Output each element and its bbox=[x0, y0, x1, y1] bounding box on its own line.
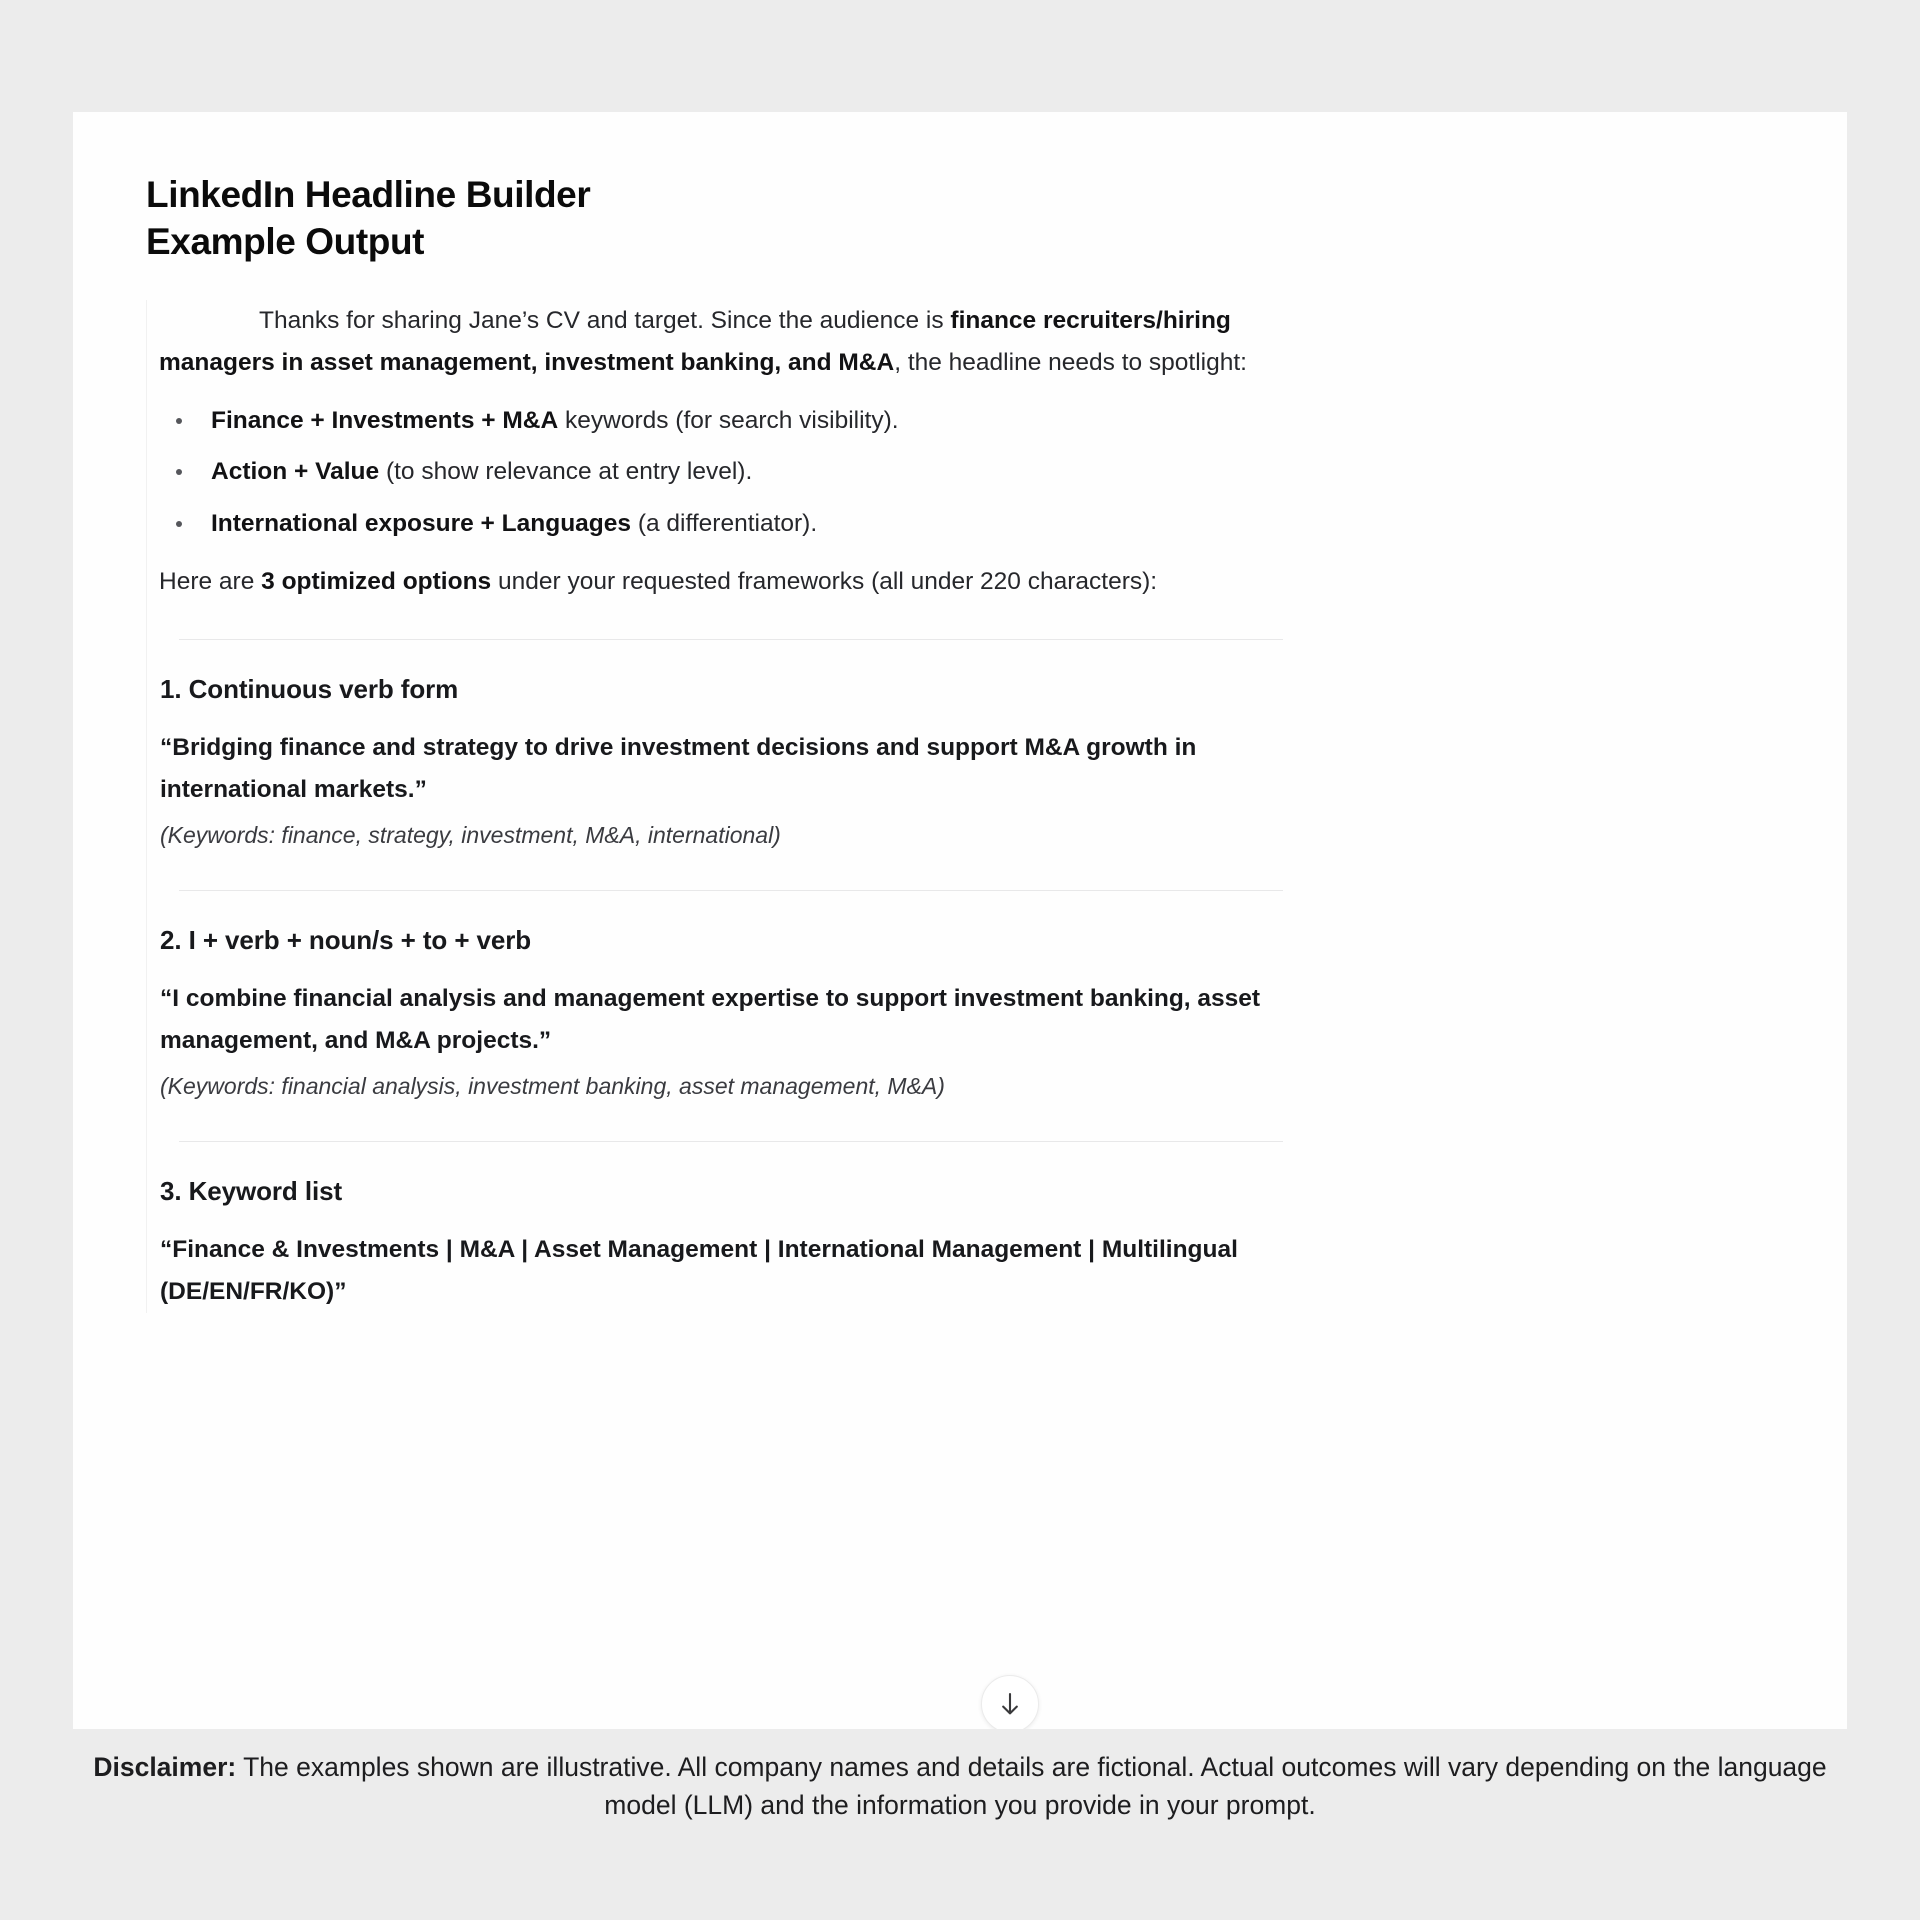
summary-text-part-2: under your requested frameworks (all under 220 characters): bbox=[491, 567, 1158, 595]
section-divider bbox=[179, 890, 1283, 891]
bullet-rest-1: (to show relevance at entry level). bbox=[379, 458, 753, 486]
option-quote-2: “I combine financial analysis and management expertise to support investment banking, asset management, and M&A projects.” bbox=[160, 984, 1261, 1054]
spotlight-bullet-list bbox=[159, 400, 1341, 544]
intro-text-part-2: , the headline needs to spotlight: bbox=[894, 349, 1247, 377]
chat-output-transcript bbox=[146, 300, 1341, 1315]
scroll-to-bottom-button[interactable] bbox=[981, 1675, 1039, 1729]
list-item bbox=[159, 400, 1341, 442]
summary-text-part-1: Here are bbox=[159, 567, 262, 595]
option-section-1 bbox=[159, 674, 1341, 854]
page-title bbox=[146, 172, 590, 266]
summary-paragraph bbox=[159, 561, 1341, 603]
section-divider bbox=[179, 1141, 1283, 1142]
list-item bbox=[159, 451, 1341, 493]
intro-paragraph bbox=[159, 300, 1341, 384]
option-heading-2: 2. I + verb + noun/s + to + verb bbox=[160, 924, 532, 955]
list-item bbox=[159, 503, 1341, 545]
bullet-bold-0: Finance + Investments + M&A bbox=[211, 407, 559, 435]
arrow-down-icon bbox=[997, 1690, 1023, 1718]
bullet-bold-1: Action + Value bbox=[211, 458, 380, 486]
section-divider bbox=[179, 639, 1283, 640]
option-section-3 bbox=[159, 1176, 1341, 1313]
option-section-2 bbox=[159, 925, 1341, 1105]
bullet-rest-2: (a differentiator). bbox=[631, 509, 818, 537]
option-heading-1: 1. Continuous verb form bbox=[160, 673, 459, 704]
disclaimer-label: Disclaimer: bbox=[93, 1752, 237, 1782]
page-title-line-1: LinkedIn Headline Builder bbox=[146, 174, 591, 215]
option-quote-3: “Finance & Investments | M&A | Asset Management | International Management | Multilingual (DE/EN/FR/KO)” bbox=[160, 1235, 1238, 1305]
disclaimer-text: The examples shown are illustrative. All company names and details are fictional. Actual outcomes will vary depending on the language model (LLM) and the information you provide in your prompt. bbox=[236, 1752, 1827, 1821]
bullet-bold-2: International exposure + Languages bbox=[211, 509, 632, 537]
option-keywords-1: (Keywords: finance, strategy, investment, M&A, international) bbox=[160, 822, 781, 848]
intro-text-part-1: Thanks for sharing Jane’s CV and target. Since the audience is bbox=[259, 307, 951, 334]
option-quote-1: “Bridging finance and strategy to drive investment decisions and support M&A growth in international markets.” bbox=[160, 733, 1197, 803]
page-title-line-2: Example Output bbox=[146, 220, 425, 262]
intro-bold-audience: finance recruiters/hiring managers in asset management, investment banking, and M&A bbox=[159, 307, 1231, 377]
bullet-rest-0: keywords (for search visibility). bbox=[558, 407, 899, 435]
transcript-inner bbox=[146, 300, 1341, 1313]
disclaimer bbox=[65, 1748, 1855, 1825]
option-heading-3: 3. Keyword list bbox=[160, 1175, 342, 1206]
option-keywords-2: (Keywords: financial analysis, investment banking, asset management, M&A) bbox=[160, 1073, 945, 1100]
summary-bold-options: 3 optimized options bbox=[261, 567, 492, 595]
example-output-card bbox=[73, 112, 1847, 1729]
